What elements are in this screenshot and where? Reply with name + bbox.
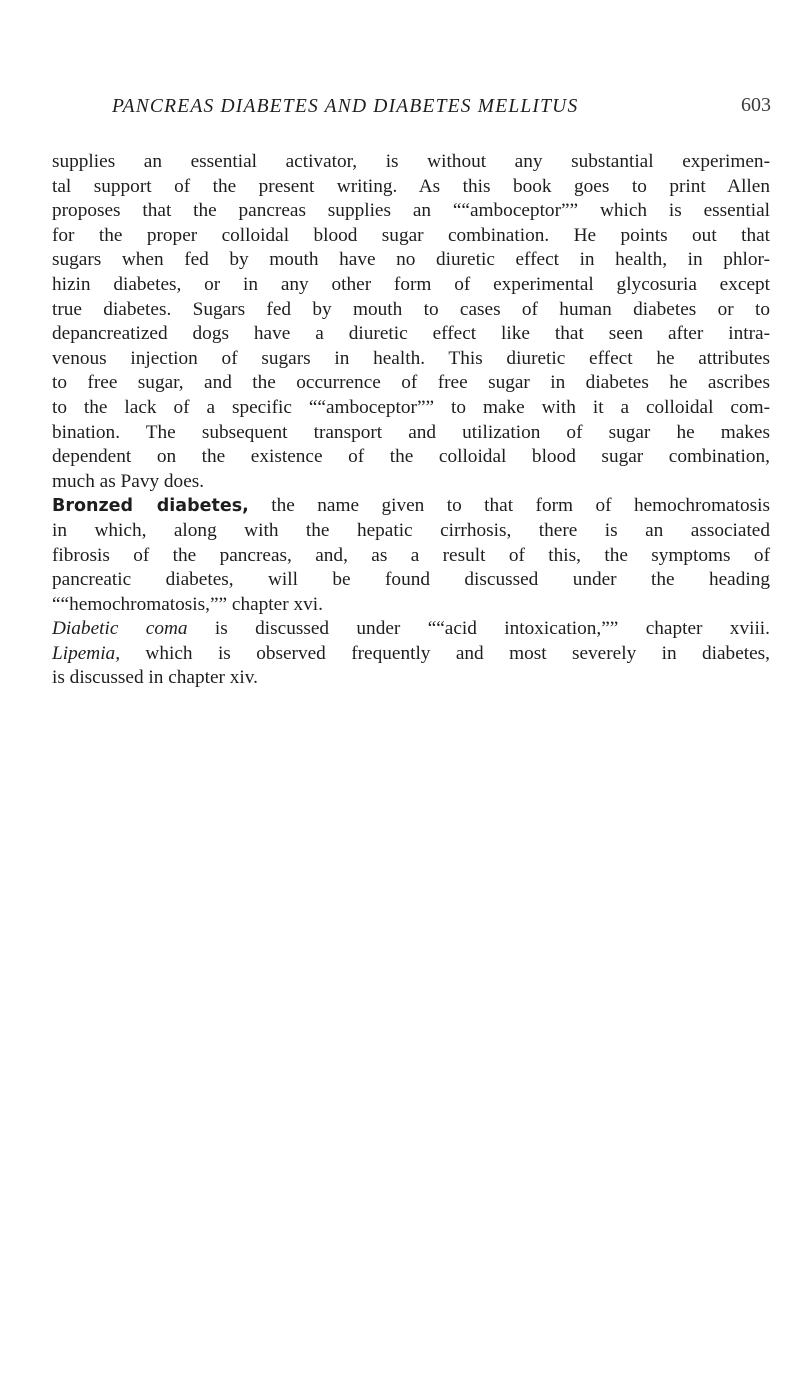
paragraph-line: hizin diabetes, or in any other form of experimental glycosuria except [52,273,770,295]
paragraph-text: is discussed under ““acid intoxication,”” chapter xviii. [187,618,770,640]
paragraph-line: depancreatized dogs have a diuretic effect like that seen after intra- [52,323,770,345]
paragraph-line: sugars when fed by mouth have no diuretic effect in health, in phlor- [52,249,770,271]
running-head: PANCREAS DIABETES AND DIABETES MELLITUS [112,96,579,117]
term-bronzed-diabetes: Bronzed diabetes, [52,496,249,517]
paragraph-line: proposes that the pancreas supplies an ““amboceptor”” which is essential [52,200,770,222]
paragraph-line: pancreatic diabetes, will be found discussed under the heading [52,569,770,591]
paragraph-text: which is observed frequently and most severely in diabetes, [120,642,770,664]
paragraph-line: to free sugar, and the occurrence of free sugar in diabetes he ascribes [52,372,770,394]
paragraph-line: much as Pavy does. [52,470,205,492]
paragraph-line: fibrosis of the pancreas, and, as a result of this, the symptoms of [52,544,770,566]
term-lipemia: Lipemia, [52,642,121,664]
paragraph-line: dependent on the existence of the colloidal blood sugar combination, [52,446,770,468]
paragraph-line [52,494,770,519]
paragraph-line: true diabetes. Sugars fed by mouth to cases of human diabetes or to [52,298,770,320]
paragraph-text: the name given to that form of hemochromatosis [248,495,770,517]
paragraph-line: is discussed in chapter xiv. [52,667,258,689]
paragraph-line: to the lack of a specific ““amboceptor”” to make with it a colloidal com- [52,396,770,418]
paragraph-line [52,642,770,667]
paragraph-line: bination. The subsequent transport and utilization of sugar he makes [52,421,770,443]
paragraph-line: supplies an essential activator, is without any substantial experimen- [52,151,770,172]
paragraph-line: ““hemochromatosis,”” chapter xvi. [52,593,323,615]
term-diabetic-coma: Diabetic coma [52,618,188,640]
paragraph-line: for the proper colloidal blood sugar combination. He points out that [52,224,770,246]
paragraph-line [52,617,770,642]
body-text [52,150,770,691]
page-number: 603 [741,94,771,116]
paragraph-line: tal support of the present writing. As this book goes to print Allen [52,175,770,197]
paragraph-line: venous injection of sugars in health. This diuretic effect he attributes [52,347,770,369]
paragraph-line: in which, along with the hepatic cirrhosis, there is an associated [52,519,770,541]
